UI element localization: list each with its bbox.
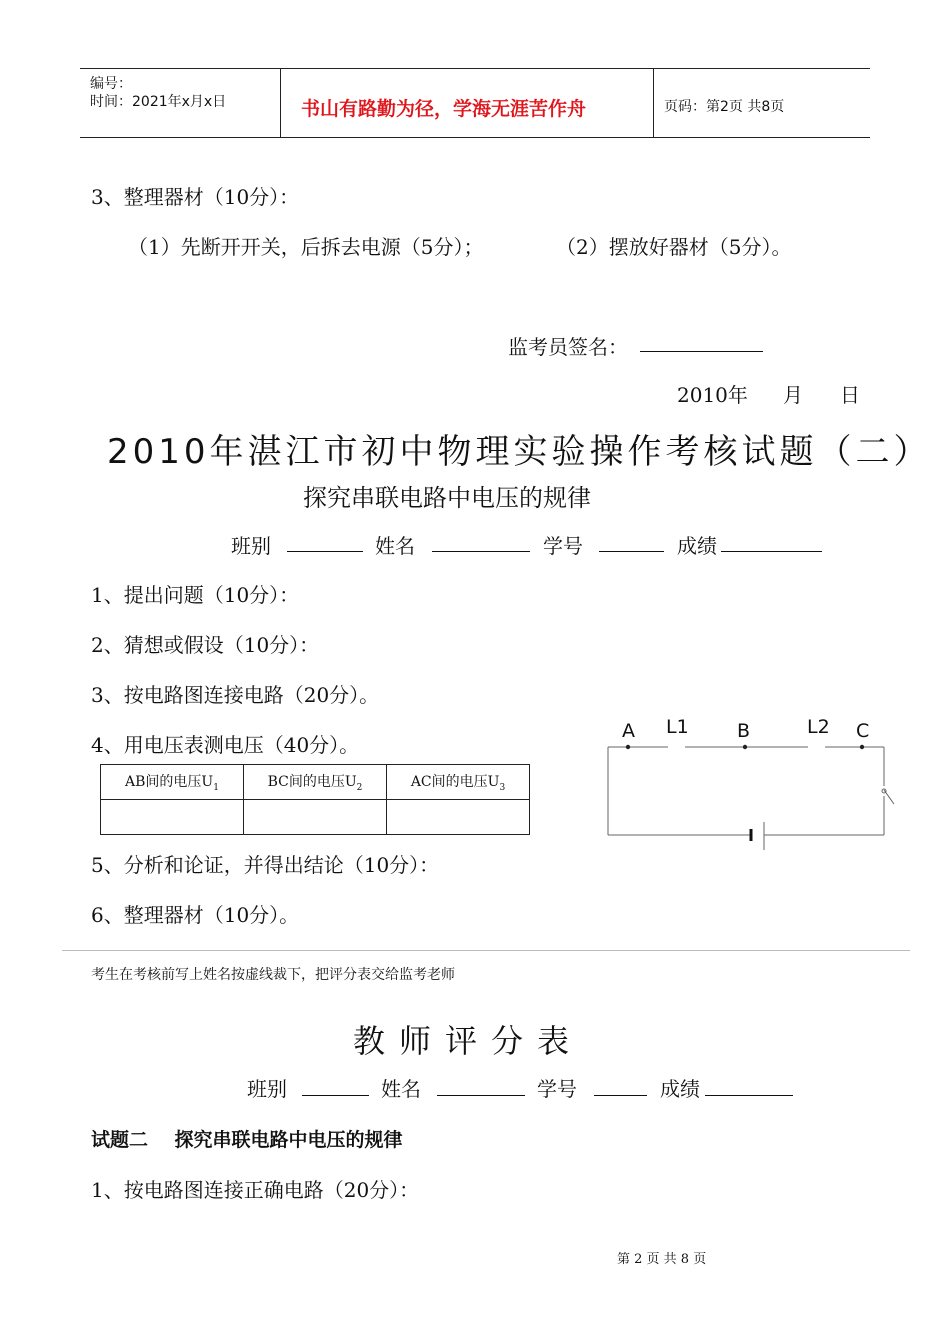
teacher-field-name-blank[interactable]: [437, 1095, 525, 1096]
voltage-table-value-row: [101, 800, 530, 835]
field-score-blank[interactable]: [721, 551, 822, 552]
question-2: 2、猜想或假设（10分）：: [91, 633, 320, 657]
date-month: 月: [783, 383, 803, 407]
exam-subtitle: 探究串联电路中电压的规律: [303, 484, 591, 512]
teacher-field-id-label: 学号: [537, 1077, 577, 1101]
header-page-cell: [654, 69, 870, 137]
question-1: 1、提出问题（10分）：: [91, 583, 300, 607]
page-footer: 第 2 页 共 8 页: [617, 1252, 707, 1267]
header-meta-cell: [80, 69, 281, 137]
teacher-field-score-label: 成绩: [660, 1077, 700, 1101]
teacher-field-id-blank[interactable]: [594, 1095, 647, 1096]
cell-u2[interactable]: [244, 800, 387, 835]
page-label: 页码：第2页 共8页: [664, 99, 785, 115]
label-l2: L2: [807, 716, 830, 738]
header-motto-cell: [281, 69, 654, 137]
header-u1: AB间的电压$U_1$: [101, 765, 244, 800]
question-6: 6、整理器材（10分）。: [91, 903, 300, 927]
cell-u1[interactable]: [101, 800, 244, 835]
teacher-field-class-blank[interactable]: [302, 1095, 369, 1096]
date-year: 2010年: [677, 383, 748, 407]
field-score-label: 成绩: [677, 534, 717, 558]
header-u3: AC间的电压$U_3$: [387, 765, 530, 800]
teacher-field-score-blank[interactable]: [705, 1095, 793, 1096]
field-id-blank[interactable]: [599, 551, 664, 552]
field-name-label: 姓名: [375, 534, 415, 558]
question-3: 3、按电路图连接电路（20分）。: [91, 683, 380, 707]
motto: 书山有路勤为径，学海无涯苦作舟: [301, 98, 587, 120]
label-a: A: [622, 720, 635, 742]
header-box: [80, 68, 870, 138]
proctor-signature-line[interactable]: [640, 351, 763, 352]
cell-u3[interactable]: [387, 800, 530, 835]
date-day: 日: [840, 383, 860, 407]
node-c-dot: [860, 745, 864, 749]
circuit-diagram: [600, 712, 900, 857]
field-class-blank[interactable]: [287, 551, 363, 552]
number-label: 编号：: [90, 76, 132, 92]
label-l1: L1: [666, 716, 689, 738]
field-class-label: 班别: [231, 534, 271, 558]
teacher-item-1: 1、按电路图连接正确电路（20分）：: [91, 1178, 420, 1202]
voltage-table: [100, 764, 530, 835]
proctor-signature-label: 监考员签名：: [508, 335, 628, 359]
teacher-sheet-title: 教师评分表: [353, 1022, 584, 1060]
label-b: B: [737, 720, 751, 742]
item3-sub1: （1）先断开开关，后拆去电源（5分）；: [128, 235, 484, 259]
question-4: 4、用电压表测电压（40分）。: [91, 733, 360, 757]
item3-tidy: 3、整理器材（10分）：: [91, 185, 300, 209]
node-a-dot: [626, 745, 630, 749]
teacher-field-class-label: 班别: [247, 1077, 287, 1101]
voltage-table-header-row: [101, 765, 530, 800]
cut-line: [62, 950, 910, 951]
field-name-blank[interactable]: [432, 551, 530, 552]
node-b-dot: [743, 745, 747, 749]
test-heading: 试题二 探究串联电路中电压的规律: [91, 1129, 403, 1151]
switch-pivot-icon: [882, 789, 886, 793]
teacher-field-name-label: 姓名: [381, 1077, 421, 1101]
field-id-label: 学号: [543, 534, 583, 558]
cut-note: 考生在考核前写上姓名按虚线裁下，把评分表交给监考老师: [91, 967, 455, 983]
header-u2: BC间的电压$U_2$: [244, 765, 387, 800]
exam-title: 2010年湛江市初中物理实验操作考核试题（二）: [107, 432, 932, 472]
question-5: 5、分析和论证，并得出结论（10分）：: [91, 853, 440, 877]
time-label: 时间：2021年x月x日: [90, 94, 227, 110]
item3-sub2: （2）摆放好器材（5分）。: [556, 235, 792, 259]
label-c: C: [856, 720, 870, 742]
